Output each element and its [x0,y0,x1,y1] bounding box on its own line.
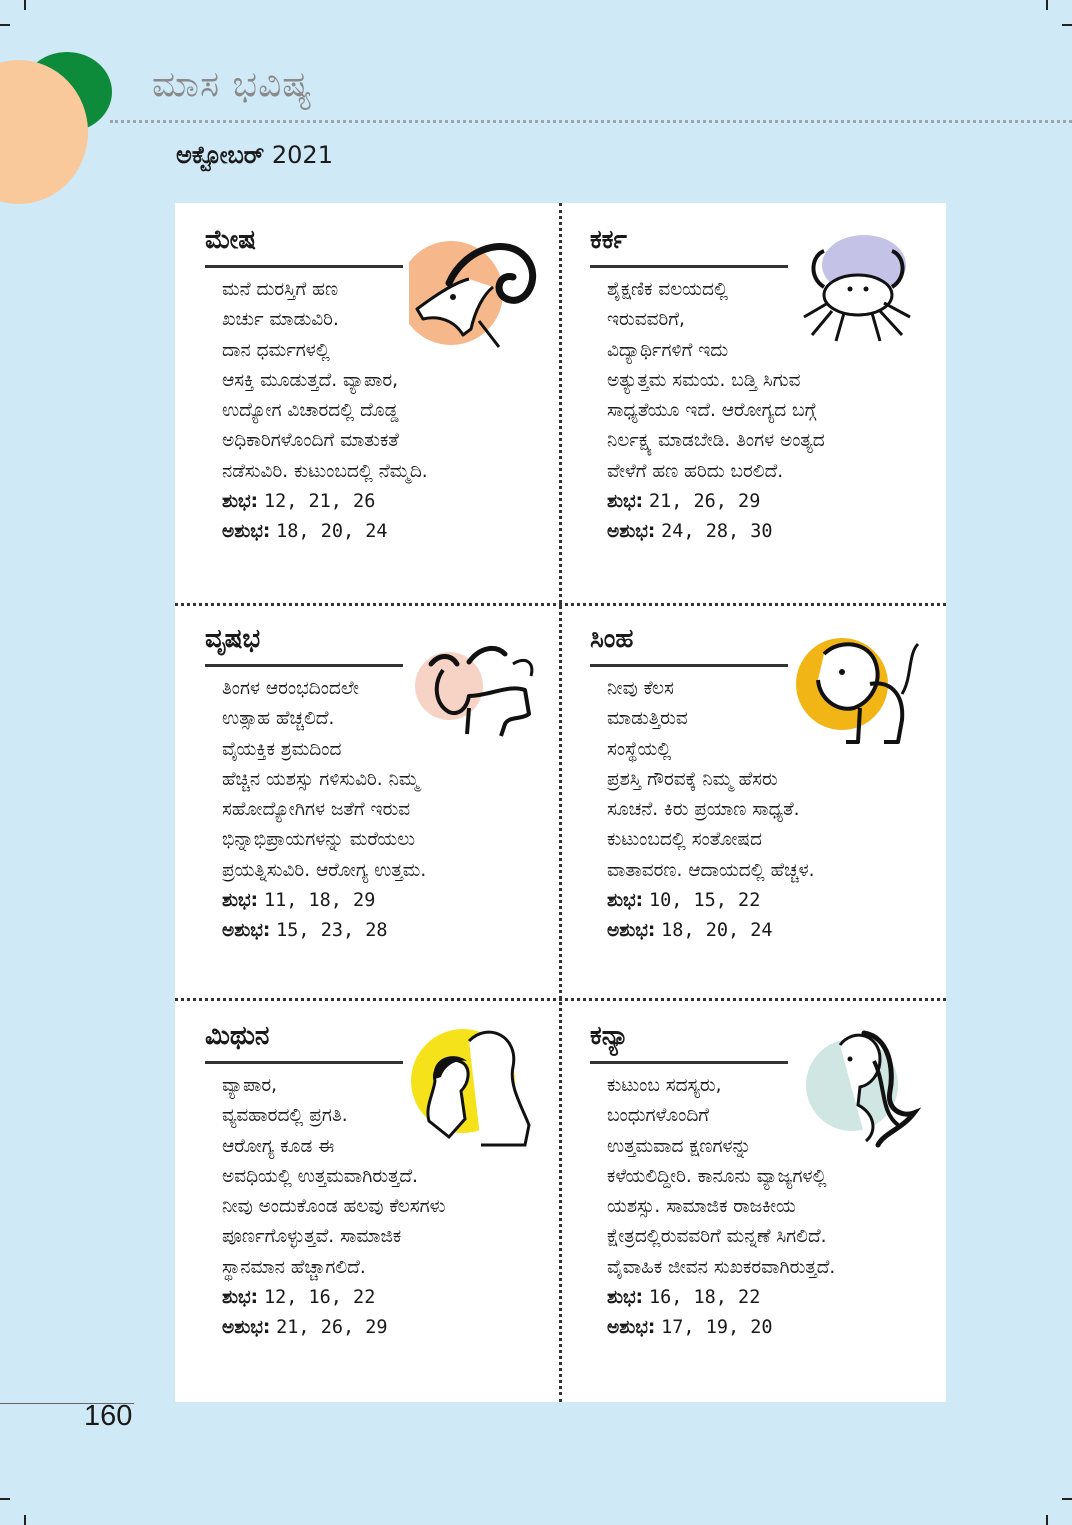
good-days: 11, 18, 29 [263,890,376,912]
sign-card-kanya [560,999,945,1397]
prediction-line: ಕ್ಷೇತ್ರದಲ್ಲಿರುವವರಿಗೆ ಮನ್ನಣೆ ಸಿಗಲಿದೆ. [607,1226,827,1248]
lucky-days [607,886,815,916]
sign-card-karka [560,203,945,601]
prediction-line: ಸಾಧ್ಯತೆಯೂ ಇದೆ. ಆರೋಗ್ಯದ ಬಗ್ಗೆ [607,400,817,422]
prediction-line: ನೀವು ಕೆಲಸ [607,678,674,699]
sign-name: ಕನ್ಯಾ [590,1021,629,1051]
bad-days: 21, 26, 29 [276,1317,388,1339]
lucky-days [222,487,428,517]
unlucky-days [222,916,426,946]
prediction-line: ಯಶಸ್ಸು. ಸಾಮಾಜಿಕ ರಾಜಕೀಯ [607,1196,796,1218]
prediction-line: ವಾತಾವರಣ. ಆದಾಯದಲ್ಲಿ ಹೆಚ್ಚಳ. [607,859,815,881]
good-days: 10, 15, 22 [648,890,761,912]
month-year: 2021 [271,141,333,169]
crop-mark [1046,0,1048,10]
prediction-text [222,275,428,548]
section-title: ಮಾಸ ಭವಿಷ್ಯ [152,64,313,105]
sign-card-vrishabha [175,602,560,1000]
bad-label: ಅಶುಭ: [607,1317,656,1339]
prediction-line: ತಿಂಗಳ ಆರಂಭದಿಂದಲೇ [222,678,359,699]
unlucky-days [607,1313,835,1343]
horoscope-panel [175,203,946,1402]
sign-name: ಸಿಂಹ [590,624,634,654]
lucky-days [222,886,426,916]
prediction-line: ವೈಯಕ್ತಿಕ ಶ್ರಮದಿಂದ [222,738,342,760]
month-heading [176,141,333,169]
prediction-line: ಮನೆ ದುರಸ್ತಿಗೆ ಹಣ [222,279,339,300]
prediction-line: ಖರ್ಚು ಮಾಡುವಿರಿ. [222,309,339,331]
prediction-line: ಪ್ರಯತ್ನಿಸುವಿರಿ. ಆರೋಗ್ಯ ಉತ್ತಮ. [222,859,427,881]
prediction-line: ವ್ಯಾಪಾರ, [222,1075,278,1096]
sign-name: ಮೇಷ [205,225,256,255]
sign-underline [205,1061,403,1064]
bad-label: ಅಶುಭ: [607,920,656,942]
sign-underline [205,265,403,268]
prediction-line: ಸ್ಥಾನಮಾನ ಹೆಚ್ಚಾಗಲಿದೆ. [222,1256,366,1278]
sign-name: ಕರ್ಕ [590,225,627,255]
unlucky-days [222,517,428,547]
prediction-line: ಅತ್ಯುತ್ತಮ ಸಮಯ. ಬಡ್ತಿ ಸಿಗುವ [607,369,801,391]
prediction-line: ಆರೋಗ್ಯ ಕೂಡ ಈ [222,1135,335,1157]
good-label: ಶುಭ: [222,491,259,513]
prediction-line: ನೀವು ಅಂದುಕೊಂಡ ಹಲವು ಕೆಲಸಗಳು [222,1196,446,1218]
prediction-text [607,275,825,548]
prediction-line: ವಿದ್ಯಾರ್ಥಿಗಳಿಗೆ ಇದು [607,339,729,361]
bad-label: ಅಶುಭ: [607,521,656,543]
month-name: ಅಕ್ಟೋಬರ್ [176,141,265,169]
prediction-line: ಬಂಧುಗಳೊಂದಿಗೆ [607,1105,710,1127]
crop-mark [1062,24,1072,26]
prediction-line: ಉದ್ಯೋಗ ವಿಚಾರದಲ್ಲಿ ದೊಡ್ಡ [222,400,399,422]
lucky-days [607,487,825,517]
bad-days: 18, 20, 24 [276,521,388,543]
sign-underline [590,1061,788,1064]
sign-card-mesha [175,203,560,601]
prediction-line: ಉತ್ತಮವಾದ ಕ್ಷಣಗಳನ್ನು [607,1135,752,1157]
sign-name: ಮಿಥುನ [205,1021,270,1051]
prediction-line: ಪೂರ್ಣಗೊಳ್ಳುತ್ತವೆ. ಸಾಮಾಜಿಕ [222,1226,402,1248]
sign-underline [590,265,788,268]
prediction-line: ನಿರ್ಲಕ್ಷ್ಯ ಮಾಡಬೇಡಿ. ತಿಂಗಳ ಅಂತ್ಯದ [607,430,825,452]
crop-mark [1046,1515,1048,1525]
ram-icon [409,225,539,355]
sign-underline [590,664,788,667]
bad-label: ಅಶುಭ: [222,521,271,543]
good-label: ಶುಭ: [607,491,644,513]
good-days: 16, 18, 22 [648,1287,761,1309]
bad-days: 18, 20, 24 [661,920,773,942]
prediction-line: ಶೈಕ್ಷಣಿಕ ವಲಯದಲ್ಲಿ [607,279,728,300]
bull-icon [409,624,539,754]
prediction-line: ಅಧಿಕಾರಿಗಳೊಂದಿಗೆ ಮಾತುಕತೆ [222,430,399,452]
bad-days: 15, 23, 28 [276,920,388,942]
prediction-line: ಪ್ರಶಸ್ತಿ ಗೌರವಕ್ಕೆ ನಿಮ್ಮ ಹೆಸರು [607,768,778,790]
prediction-line: ಉತ್ಸಾಹ ಹೆಚ್ಚಲಿದೆ. [222,708,335,730]
prediction-line: ಕುಟುಂಬ ಸದಸ್ಯರು, [607,1075,722,1096]
sign-name: ವೃಷಭ [205,624,261,654]
good-label: ಶುಭ: [222,1287,259,1309]
unlucky-days [607,916,815,946]
prediction-text [222,1071,446,1344]
lucky-days [607,1283,835,1313]
good-label: ಶುಭ: [222,890,259,912]
prediction-line: ವೇಳೆಗೆ ಹಣ ಹರಿದು ಬರಲಿದೆ. [607,460,784,482]
unlucky-days [607,517,825,547]
prediction-line: ಆಸಕ್ತಿ ಮೂಡುತ್ತದೆ. ವ್ಯಾಪಾರ, [222,369,399,391]
good-days: 21, 26, 29 [648,491,761,513]
prediction-line: ವೈವಾಹಿಕ ಜೀವನ ಸುಖಕರವಾಗಿರುತ್ತದೆ. [607,1256,836,1278]
crop-mark [0,1498,10,1500]
sign-card-mithuna [175,999,560,1397]
good-days: 12, 16, 22 [263,1287,376,1309]
prediction-line: ಸಹೋದ್ಯೋಗಿಗಳ ಜತೆಗೆ ಇರುವ [222,799,411,821]
prediction-text [607,1071,835,1344]
lucky-days [222,1283,446,1313]
sign-card-simha [560,602,945,1000]
prediction-line: ದಾನ ಧರ್ಮಗಳಲ್ಲಿ [222,339,330,361]
prediction-text [222,674,426,947]
crop-mark [24,1515,26,1525]
bad-days: 17, 19, 20 [661,1317,773,1339]
good-days: 12, 21, 26 [263,491,376,513]
unlucky-days [222,1313,446,1343]
crop-mark [0,24,10,26]
prediction-line: ಹೆಚ್ಚಿನ ಯಶಸ್ಸು ಗಳಿಸುವಿರಿ. ನಿಮ್ಮ [222,768,419,790]
prediction-line: ಭಿನ್ನಾಭಿಪ್ರಾಯಗಳನ್ನು ಮರೆಯಲು [222,829,416,851]
bad-label: ಅಶುಭ: [222,1317,271,1339]
prediction-line: ಸಂಸ್ಥೆಯಲ್ಲಿ [607,738,672,760]
prediction-line: ಮಾಡುತ್ತಿರುವ [607,708,688,730]
sign-underline [205,664,403,667]
prediction-line: ಇರುವವರಿಗೆ, [607,309,685,331]
crop-mark [24,0,26,10]
prediction-line: ಕಳೆಯಲಿದ್ದೀರಿ. ಕಾನೂನು ವ್ಯಾಜ್ಯಗಳಲ್ಲಿ [607,1165,827,1187]
prediction-line: ಸೂಚನೆ. ಕಿರು ಪ್ರಯಾಣ ಸಾಧ್ಯತೆ. [607,799,800,821]
page-number: 160 [84,1400,133,1432]
title-dotted-rule [110,120,1072,123]
prediction-line: ಅವಧಿಯಲ್ಲಿ ಉತ್ತಮವಾಗಿರುತ್ತದೆ. [222,1165,418,1187]
prediction-line: ಕುಟುಂಬದಲ್ಲಿ ಸಂತೋಷದ [607,829,762,851]
good-label: ಶುಭ: [607,1287,644,1309]
bad-label: ಅಶುಭ: [222,920,271,942]
prediction-line: ವ್ಯವಹಾರದಲ್ಲಿ ಪ್ರಗತಿ. [222,1105,348,1127]
bad-days: 24, 28, 30 [661,521,773,543]
prediction-line: ನಡೆಸುವಿರಿ. ಕುಟುಂಬದಲ್ಲಿ ನೆಮ್ಮದಿ. [222,460,428,482]
crop-mark [1062,1498,1072,1500]
good-label: ಶುಭ: [607,890,644,912]
prediction-text [607,674,815,947]
